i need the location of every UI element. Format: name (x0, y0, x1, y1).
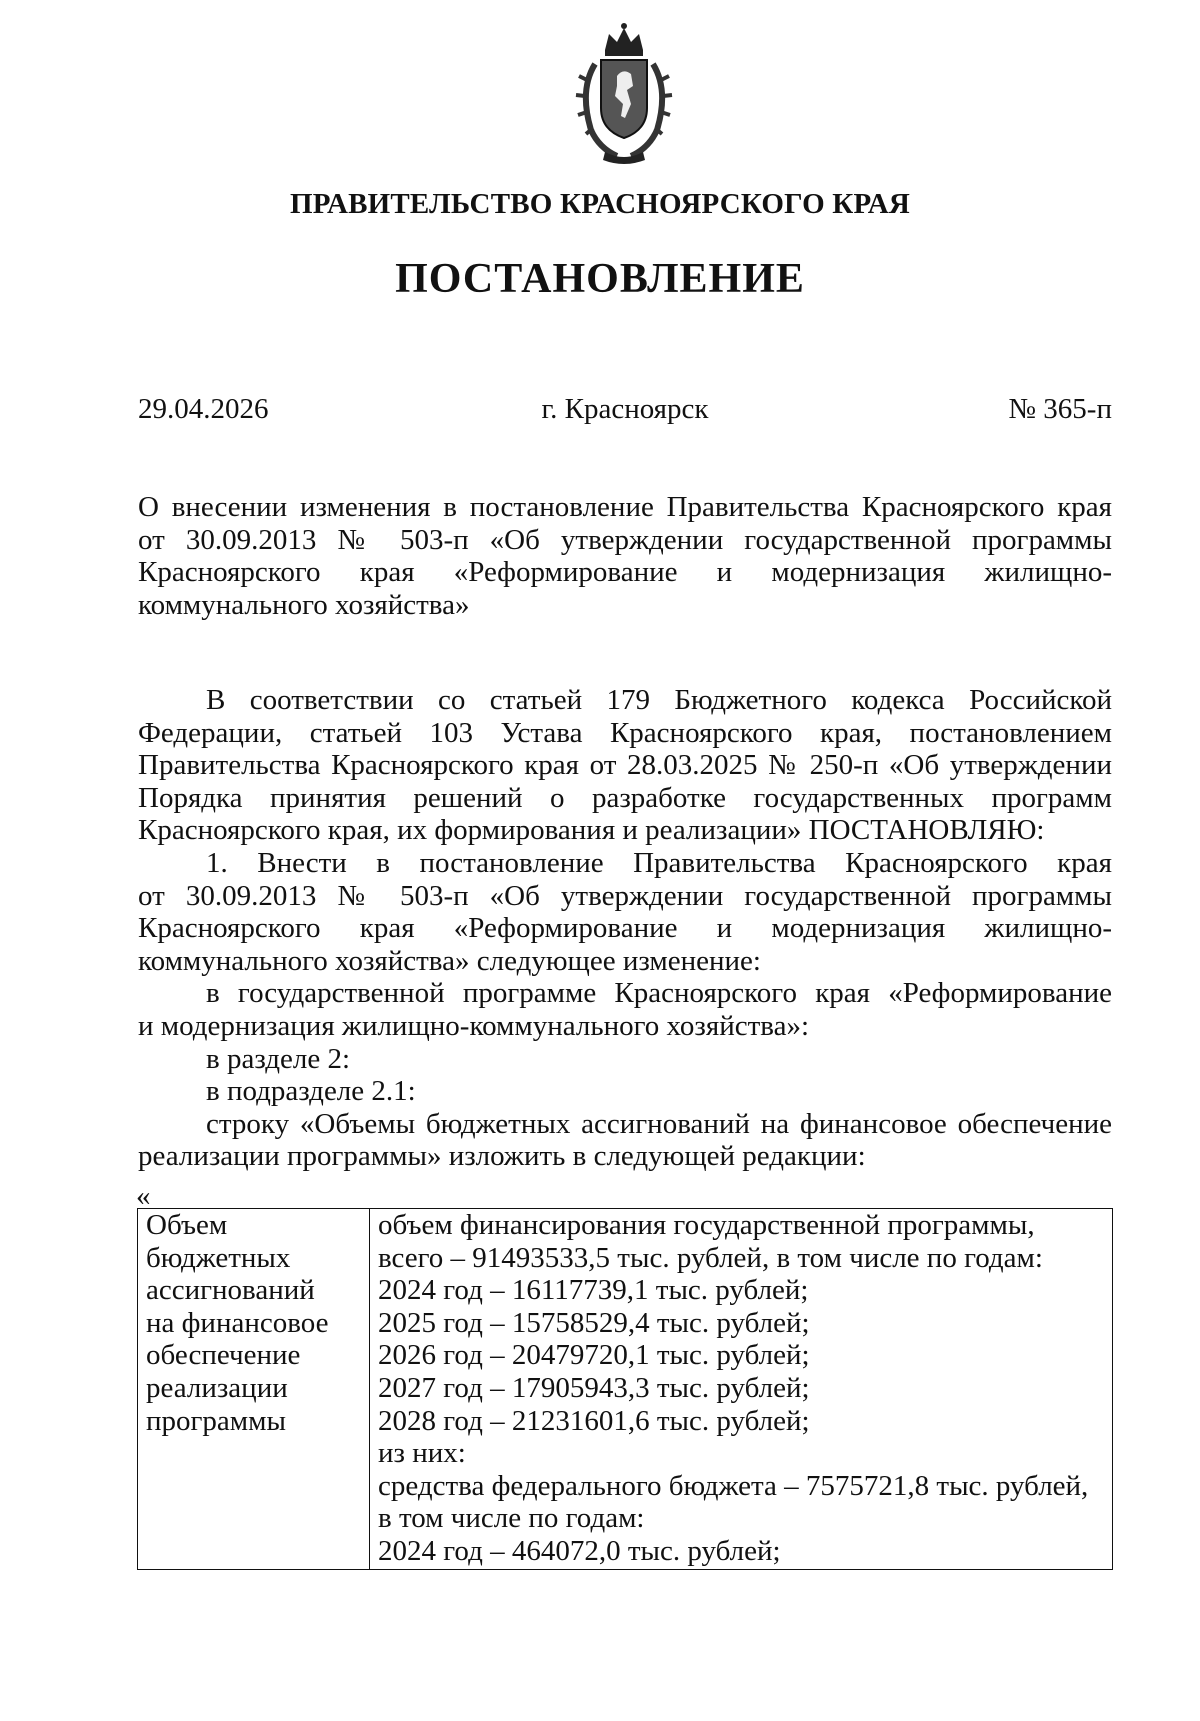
value-line: 2025 год – 15758529,4 тыс. рублей; (378, 1306, 810, 1339)
value-line: объем финансирования государственной программы, (378, 1209, 1035, 1241)
subject-line: коммунального хозяйства» (138, 588, 470, 621)
coat-of-arms-icon (565, 20, 683, 166)
budget-table (137, 1208, 1113, 1570)
item1-line: коммунального хозяйства» следующее изменение: (138, 944, 761, 977)
value-line: 2024 год – 16117739,1 тыс. рублей; (378, 1274, 809, 1307)
table-row (138, 1209, 1113, 1570)
subsection-line: в подразделе 2.1: (206, 1075, 416, 1108)
document-date: 29.04.2026 (138, 393, 269, 425)
document-type-title: ПОСТАНОВЛЕНИЕ (395, 256, 805, 302)
document-body (138, 684, 1112, 1173)
label-line: реализации (146, 1371, 288, 1404)
preamble-line: Федерации, статьей 103 Устава Красноярского края, постановлением (138, 716, 1112, 749)
instruction-line: реализации программы» изложить в следующей редакции: (138, 1140, 866, 1173)
value-line: всего – 91493533,5 тыс. рублей, в том числе по годам: (378, 1241, 1043, 1274)
document-number: № 365-п (1008, 393, 1112, 425)
document-city: г. Красноярск (541, 393, 709, 425)
preamble-line: Порядка принятия решений о разработке государственных программ (138, 781, 1112, 814)
quote-open-mark: « (136, 1180, 151, 1212)
value-line: в том числе по годам: (378, 1502, 645, 1535)
table-label-cell (138, 1209, 370, 1570)
document-subject (138, 491, 1112, 621)
item1-line: 1. Внести в постановление Правительства Красноярского края (206, 846, 1112, 879)
government-title: ПРАВИТЕЛЬСТВО КРАСНОЯРСКОГО КРАЯ (289, 188, 911, 220)
value-line: средства федерального бюджета – 7575721,8 тыс. рублей, (378, 1469, 1089, 1502)
value-line: 2028 год – 21231601,6 тыс. рублей; (378, 1404, 810, 1437)
label-line: программы (146, 1404, 286, 1437)
value-line: 2024 год – 464072,0 тыс. рублей; (378, 1534, 781, 1567)
program-line: в государственной программе Красноярского края «Реформирование (206, 977, 1112, 1010)
value-line: 2026 год – 20479720,1 тыс. рублей; (378, 1339, 810, 1372)
table-value-cell (370, 1209, 1113, 1570)
preamble-line: В соответствии со статьей 179 Бюджетного кодекса Российской (206, 684, 1112, 716)
item1-line: от 30.09.2013 № 503-п «Об утверждении государственной программы (138, 879, 1112, 912)
value-line: из них: (378, 1437, 466, 1470)
program-line: и модернизация жилищно-коммунального хозяйства»: (138, 1009, 810, 1042)
label-line: бюджетных (146, 1241, 291, 1274)
subject-line: от 30.09.2013 № 503-п «Об утверждении государственной программы (138, 523, 1112, 556)
subject-line: Красноярского края «Реформирование и модернизация жилищно- (138, 556, 1112, 589)
item1-line: Красноярского края «Реформирование и модернизация жилищно- (138, 912, 1112, 945)
label-line: обеспечение (146, 1339, 301, 1372)
document-meta (138, 393, 1112, 429)
preamble-line: Красноярского края, их формирования и реализации» ПОСТАНОВЛЯЮ: (138, 814, 1045, 847)
label-line: Объем (146, 1209, 228, 1241)
label-line: на финансовое (146, 1306, 329, 1339)
section-line: в разделе 2: (206, 1042, 351, 1075)
instruction-line: строку «Объемы бюджетных ассигнований на финансовое обеспечение (206, 1107, 1112, 1140)
subject-line: О внесении изменения в постановление Правительства Красноярского края (138, 491, 1112, 523)
preamble-line: Правительства Красноярского края от 28.03.2025 № 250-п «Об утверждении (138, 749, 1112, 782)
value-line: 2027 год – 17905943,3 тыс. рублей; (378, 1371, 810, 1404)
label-line: ассигнований (146, 1274, 315, 1307)
